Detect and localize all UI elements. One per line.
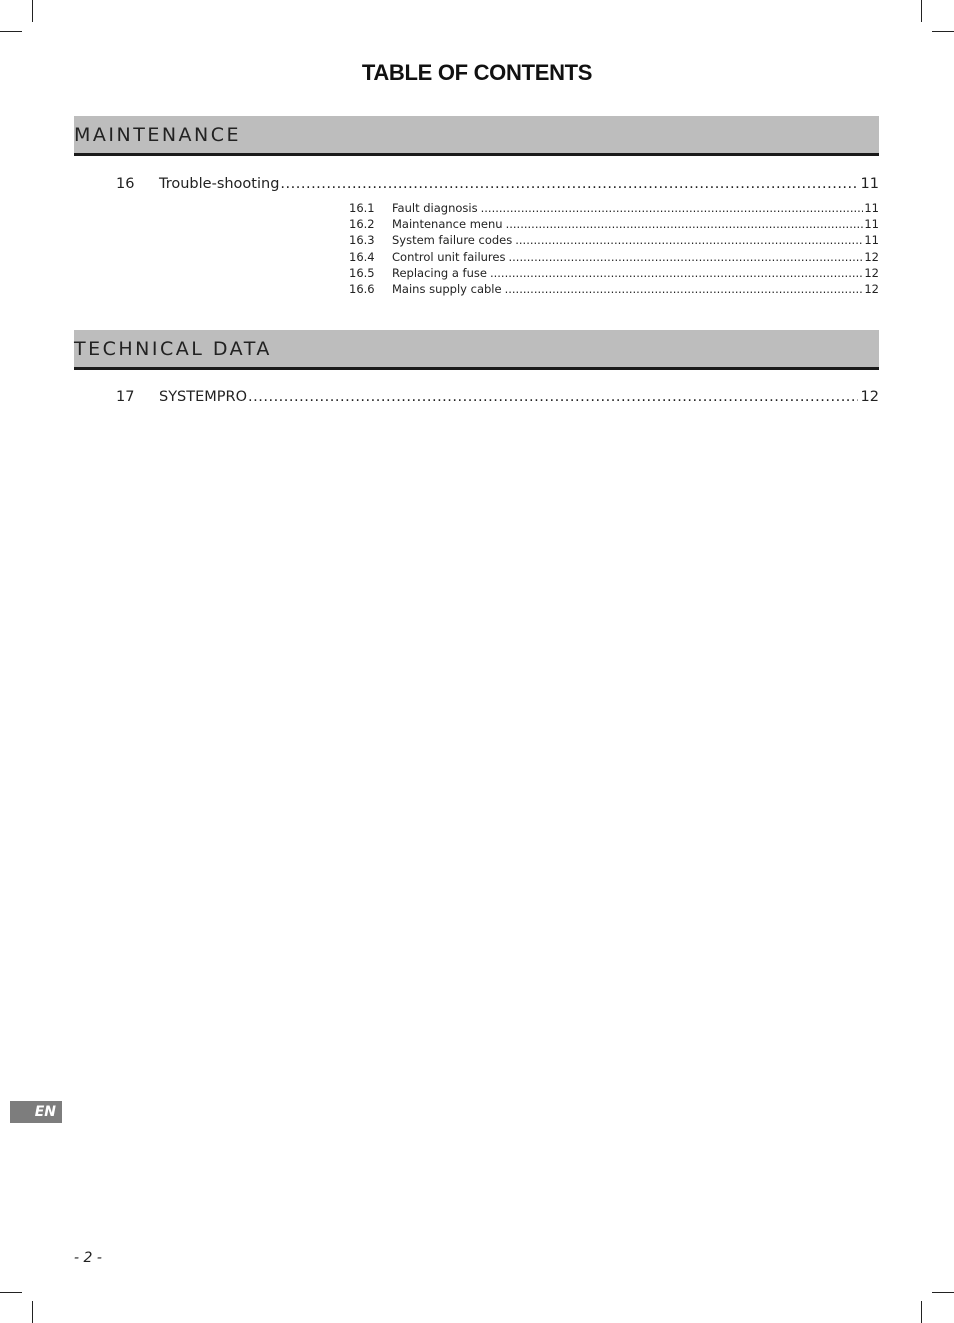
toc-subentry-label: Replacing a fuse (392, 265, 487, 280)
toc-subentry-page: 11 (864, 233, 879, 248)
toc-subentry-page: 12 (864, 249, 879, 264)
dot-leader (481, 201, 864, 215)
section-header-maintenance (74, 116, 879, 156)
toc-subentry-number: 16.3 (349, 233, 375, 248)
dot-leader (515, 233, 863, 247)
crop-mark (0, 31, 22, 32)
toc-subentry-label: Maintenance menu (392, 217, 503, 232)
toc-subentry-number: 16.6 (349, 281, 375, 296)
dot-leader (490, 266, 863, 280)
toc-entry-label: Trouble-shooting (159, 176, 280, 192)
toc-subentry-list (349, 201, 879, 298)
toc-subentry-page: 12 (864, 265, 879, 280)
toc-subentry-page: 12 (864, 281, 879, 296)
toc-subentry[interactable] (349, 217, 879, 233)
toc-subentry[interactable] (349, 233, 879, 249)
toc-entry-page: 11 (860, 176, 879, 192)
section-heading: TECHNICAL DATA (74, 338, 272, 360)
toc-entry-label: SYSTEMPRO (159, 389, 248, 405)
toc-subentry-label: Fault diagnosis (392, 201, 478, 215)
toc-subentry-label: System failure codes (392, 233, 513, 248)
toc-subentry-number: 16.5 (349, 265, 375, 280)
crop-mark (0, 1292, 22, 1293)
toc-subentry-number: 16.2 (349, 217, 375, 232)
dot-leader (248, 389, 858, 405)
dot-leader (505, 282, 864, 296)
crop-mark (32, 1301, 33, 1323)
toc-entry-trouble-shooting[interactable] (116, 176, 879, 198)
toc-subentry[interactable] (349, 282, 879, 298)
crop-mark (921, 0, 922, 22)
toc-subentry[interactable] (349, 266, 879, 282)
toc-subentry[interactable] (349, 201, 879, 217)
language-tab: EN (10, 1101, 62, 1123)
dot-leader (506, 217, 864, 231)
toc-entry-number: 16 (116, 176, 135, 192)
dot-leader (508, 250, 863, 264)
toc-entry-number: 17 (116, 389, 135, 405)
toc-subentry[interactable] (349, 250, 879, 266)
section-heading: MAINTENANCE (74, 124, 242, 146)
toc-entry-page: 12 (860, 389, 879, 405)
crop-mark (932, 1292, 954, 1293)
page-title: TABLE OF CONTENTS (361, 60, 593, 85)
toc-subentry-number: 16.4 (349, 249, 375, 264)
toc-subentry-page: 11 (864, 201, 879, 215)
page-number: - 2 - (74, 1250, 102, 1266)
toc-subentry-label: Mains supply cable (392, 281, 502, 296)
crop-mark (921, 1301, 922, 1323)
dot-leader (280, 176, 857, 192)
toc-subentry-page: 11 (864, 217, 879, 232)
toc-subentry-number: 16.1 (349, 201, 375, 215)
crop-mark (932, 31, 954, 32)
crop-mark (32, 0, 33, 22)
toc-subentry-label: Control unit failures (392, 249, 506, 264)
toc-entry-systempro[interactable] (116, 389, 879, 411)
section-header-technical-data (74, 330, 879, 370)
